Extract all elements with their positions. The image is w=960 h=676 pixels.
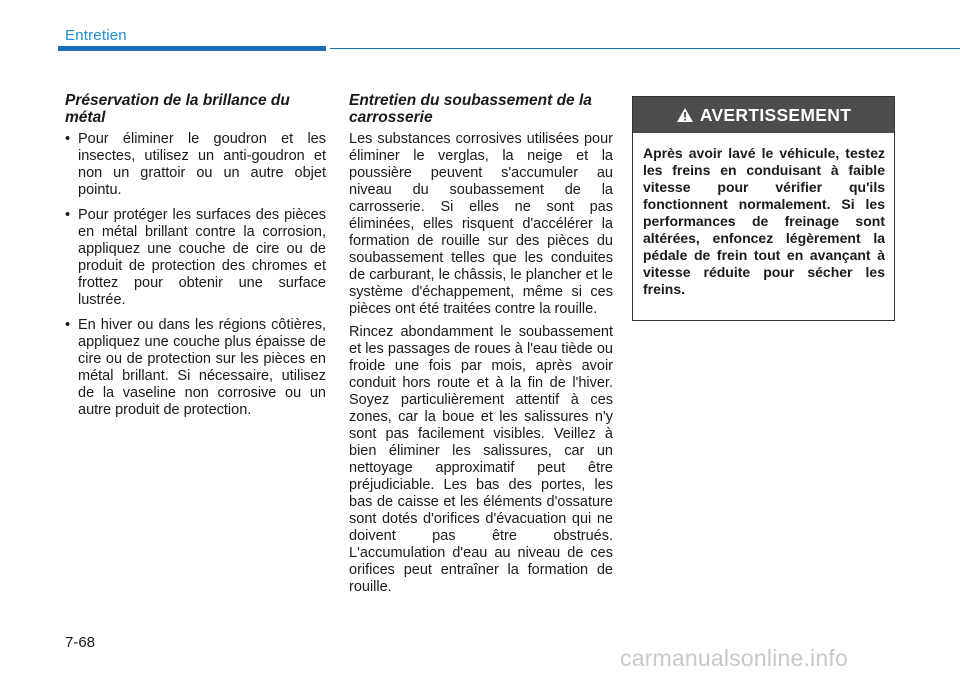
- watermark: carmanualsonline.info: [620, 645, 848, 671]
- bullet-item: • En hiver ou dans les régions côtières, appliquez une couche plus épaisse de cire ou de protection sur les pièces en métal brillant. Si nécessaire, utilisez de la vaseline non corrosive ou un autre produit de protection.: [65, 317, 326, 419]
- header-rule-thick: [58, 46, 326, 51]
- middle-heading: Entretien du soubassement de la carrosserie: [349, 92, 592, 126]
- middle-column: [349, 92, 613, 602]
- paragraph: Les substances corrosives utilisées pour éliminer le verglas, la neige et la poussière peuvent s'accumuler au niveau du soubassement de la carrosserie. Si elles ne sont pas éliminées, elles risquent d'accélérer la formation de rouille sur des pièces du soubassement telles que les conduites de carburant, le châssis, le plancher et le système d'échappement, même si ces pièces ont été traitées contre la rouille.: [349, 131, 613, 317]
- page-number: 7-68: [65, 634, 96, 651]
- header-rule-thin: [330, 48, 960, 49]
- left-heading: Préservation de la brillance du métal: [65, 92, 290, 126]
- section-title: Entretien: [65, 27, 127, 44]
- warning-box: [632, 96, 895, 321]
- bullet-item: • Pour éliminer le goudron et les insectes, utilisez un anti-goudron et non un grattoir ou un autre objet pointu.: [65, 131, 326, 199]
- warning-title: AVERTISSEMENT: [699, 104, 852, 125]
- warning-triangle-icon: [676, 107, 694, 123]
- bullet-item: • Pour protéger les surfaces des pièces en métal brillant contre la corrosion, appliquez une couche de cire ou de produit de protection des chromes et frottez pour obtenir une surface lustrée.: [65, 207, 326, 309]
- warning-header: [633, 97, 894, 133]
- warning-text: Après avoir lavé le véhicule, testez les freins en conduisant à faible vitesse pour vérifier qu'ils fonctionnent normalement. Si les performances de freinage sont altérées, enfoncez légèrement la pédale de frein tout en avançant à vitesse réduite pour sécher les freins.: [643, 145, 885, 297]
- left-bullet-list: [65, 131, 326, 419]
- left-column: [65, 92, 326, 427]
- paragraph: Rincez abondamment le soubassement et les passages de roues à l'eau tiède ou froide une fois par mois, après avoir conduit hors route et à la fin de l'hiver. Soyez particulièrement attentif à ces zones, car la boue et les salissures n'y sont pas facilement visibles. Veillez à bien éliminer les salissures, car un nettoyage approximatif peut être préjudiciable. Les bas des portes, les bas de caisse et les éléments d'ossature sont dotés d'orifices d'évacuation qui ne doivent pas être obstrués. L'accumulation d'eau au niveau de ces orifices peut entraîner la formation de rouille.: [349, 324, 613, 595]
